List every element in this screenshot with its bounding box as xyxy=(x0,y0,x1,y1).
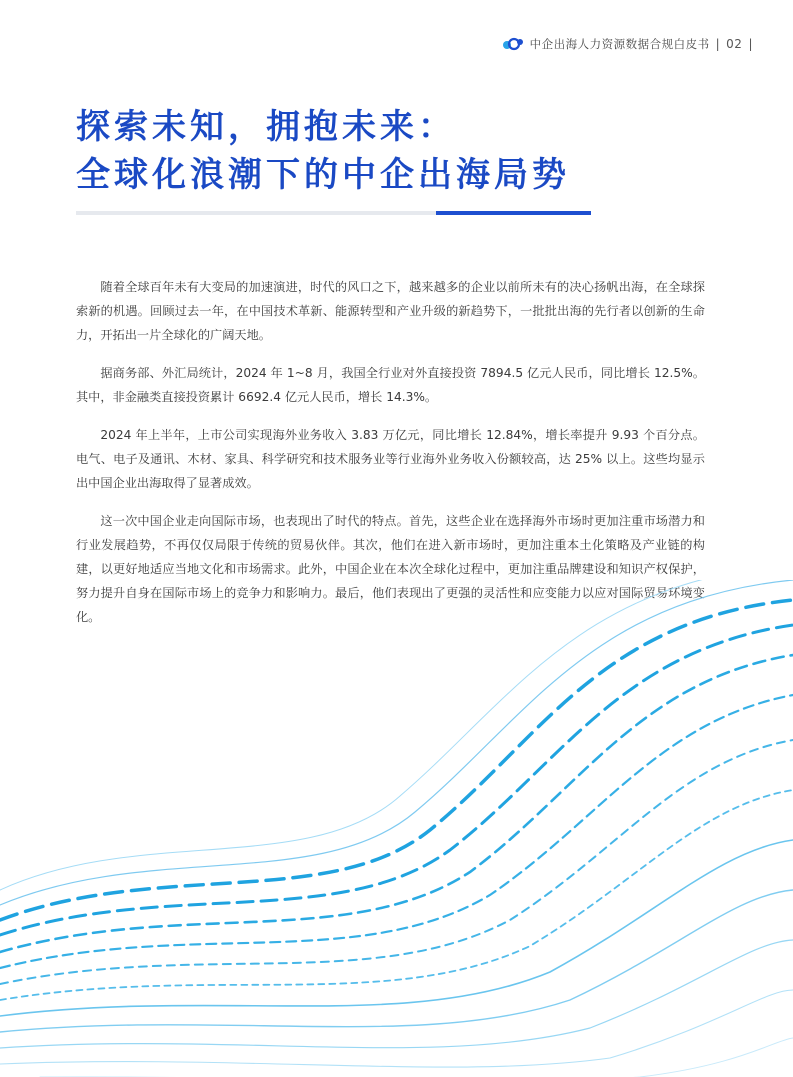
header-divider-right: | xyxy=(748,37,753,51)
wave-lines-graphic xyxy=(0,580,793,1077)
title-underline xyxy=(76,211,591,215)
paragraph-2: 据商务部、外汇局统计，2024 年 1~8 月，我国全行业对外直接投资 7894.5 亿元人民币，同比增长 12.5%。其中，非金融类直接投资累计 6692.4 亿元人民币，增长 14.3%。 xyxy=(76,366,705,404)
title-line-1: 探索未知，拥抱未来： xyxy=(76,107,456,147)
title-line-2: 全球化浪潮下的中企出海局势 xyxy=(76,155,570,195)
header-divider: | xyxy=(715,37,721,51)
paragraph-1: 随着全球百年未有大变局的加速演进，时代的风口之下，越来越多的企业以前所未有的决心扬帆出海，在全球探索新的机遇。回顾过去一年，在中国技术革新、能源转型和产业升级的新趋势下，一批批出海的先行者以创新的生命力，开拓出一片全球化的广阔天地。 xyxy=(76,280,705,342)
brand-logo-icon xyxy=(502,37,524,51)
page-header xyxy=(502,36,753,52)
page-title xyxy=(76,103,570,199)
header-title: 中企出海人力资源数据合规白皮书 xyxy=(529,37,710,51)
paragraph-4: 这一次中国企业走向国际市场，也表现出了时代的特点。首先，这些企业在选择海外市场时更加注重市场潜力和行业发展趋势，不再仅仅局限于传统的贸易伙伴。其次，他们在进入新市场时，更加注重本土化策略及产业链的构建，以更好地适应当地文化和市场需求。此外，中国企业在本次全球化过程中，更加注重品牌建设和知识产权保护，努力提升自身在国际市场上的竞争力和影响力。最后，他们表现出了更强的灵活性和应变能力以应对国际贸易环境变化。 xyxy=(76,514,705,624)
page-number: 02 xyxy=(726,37,743,51)
paragraph-3: 2024 年上半年，上市公司实现海外业务收入 3.83 万亿元，同比增长 12.84%，增长率提升 9.93 个百分点。电气、电子及通讯、木材、家具、科学研究和技术服务业等行业海外业务收入份额较高，达 25% 以上。这些均显示出中国企业出海取得了显著成效。 xyxy=(76,428,705,490)
title-underline-accent xyxy=(436,211,591,215)
